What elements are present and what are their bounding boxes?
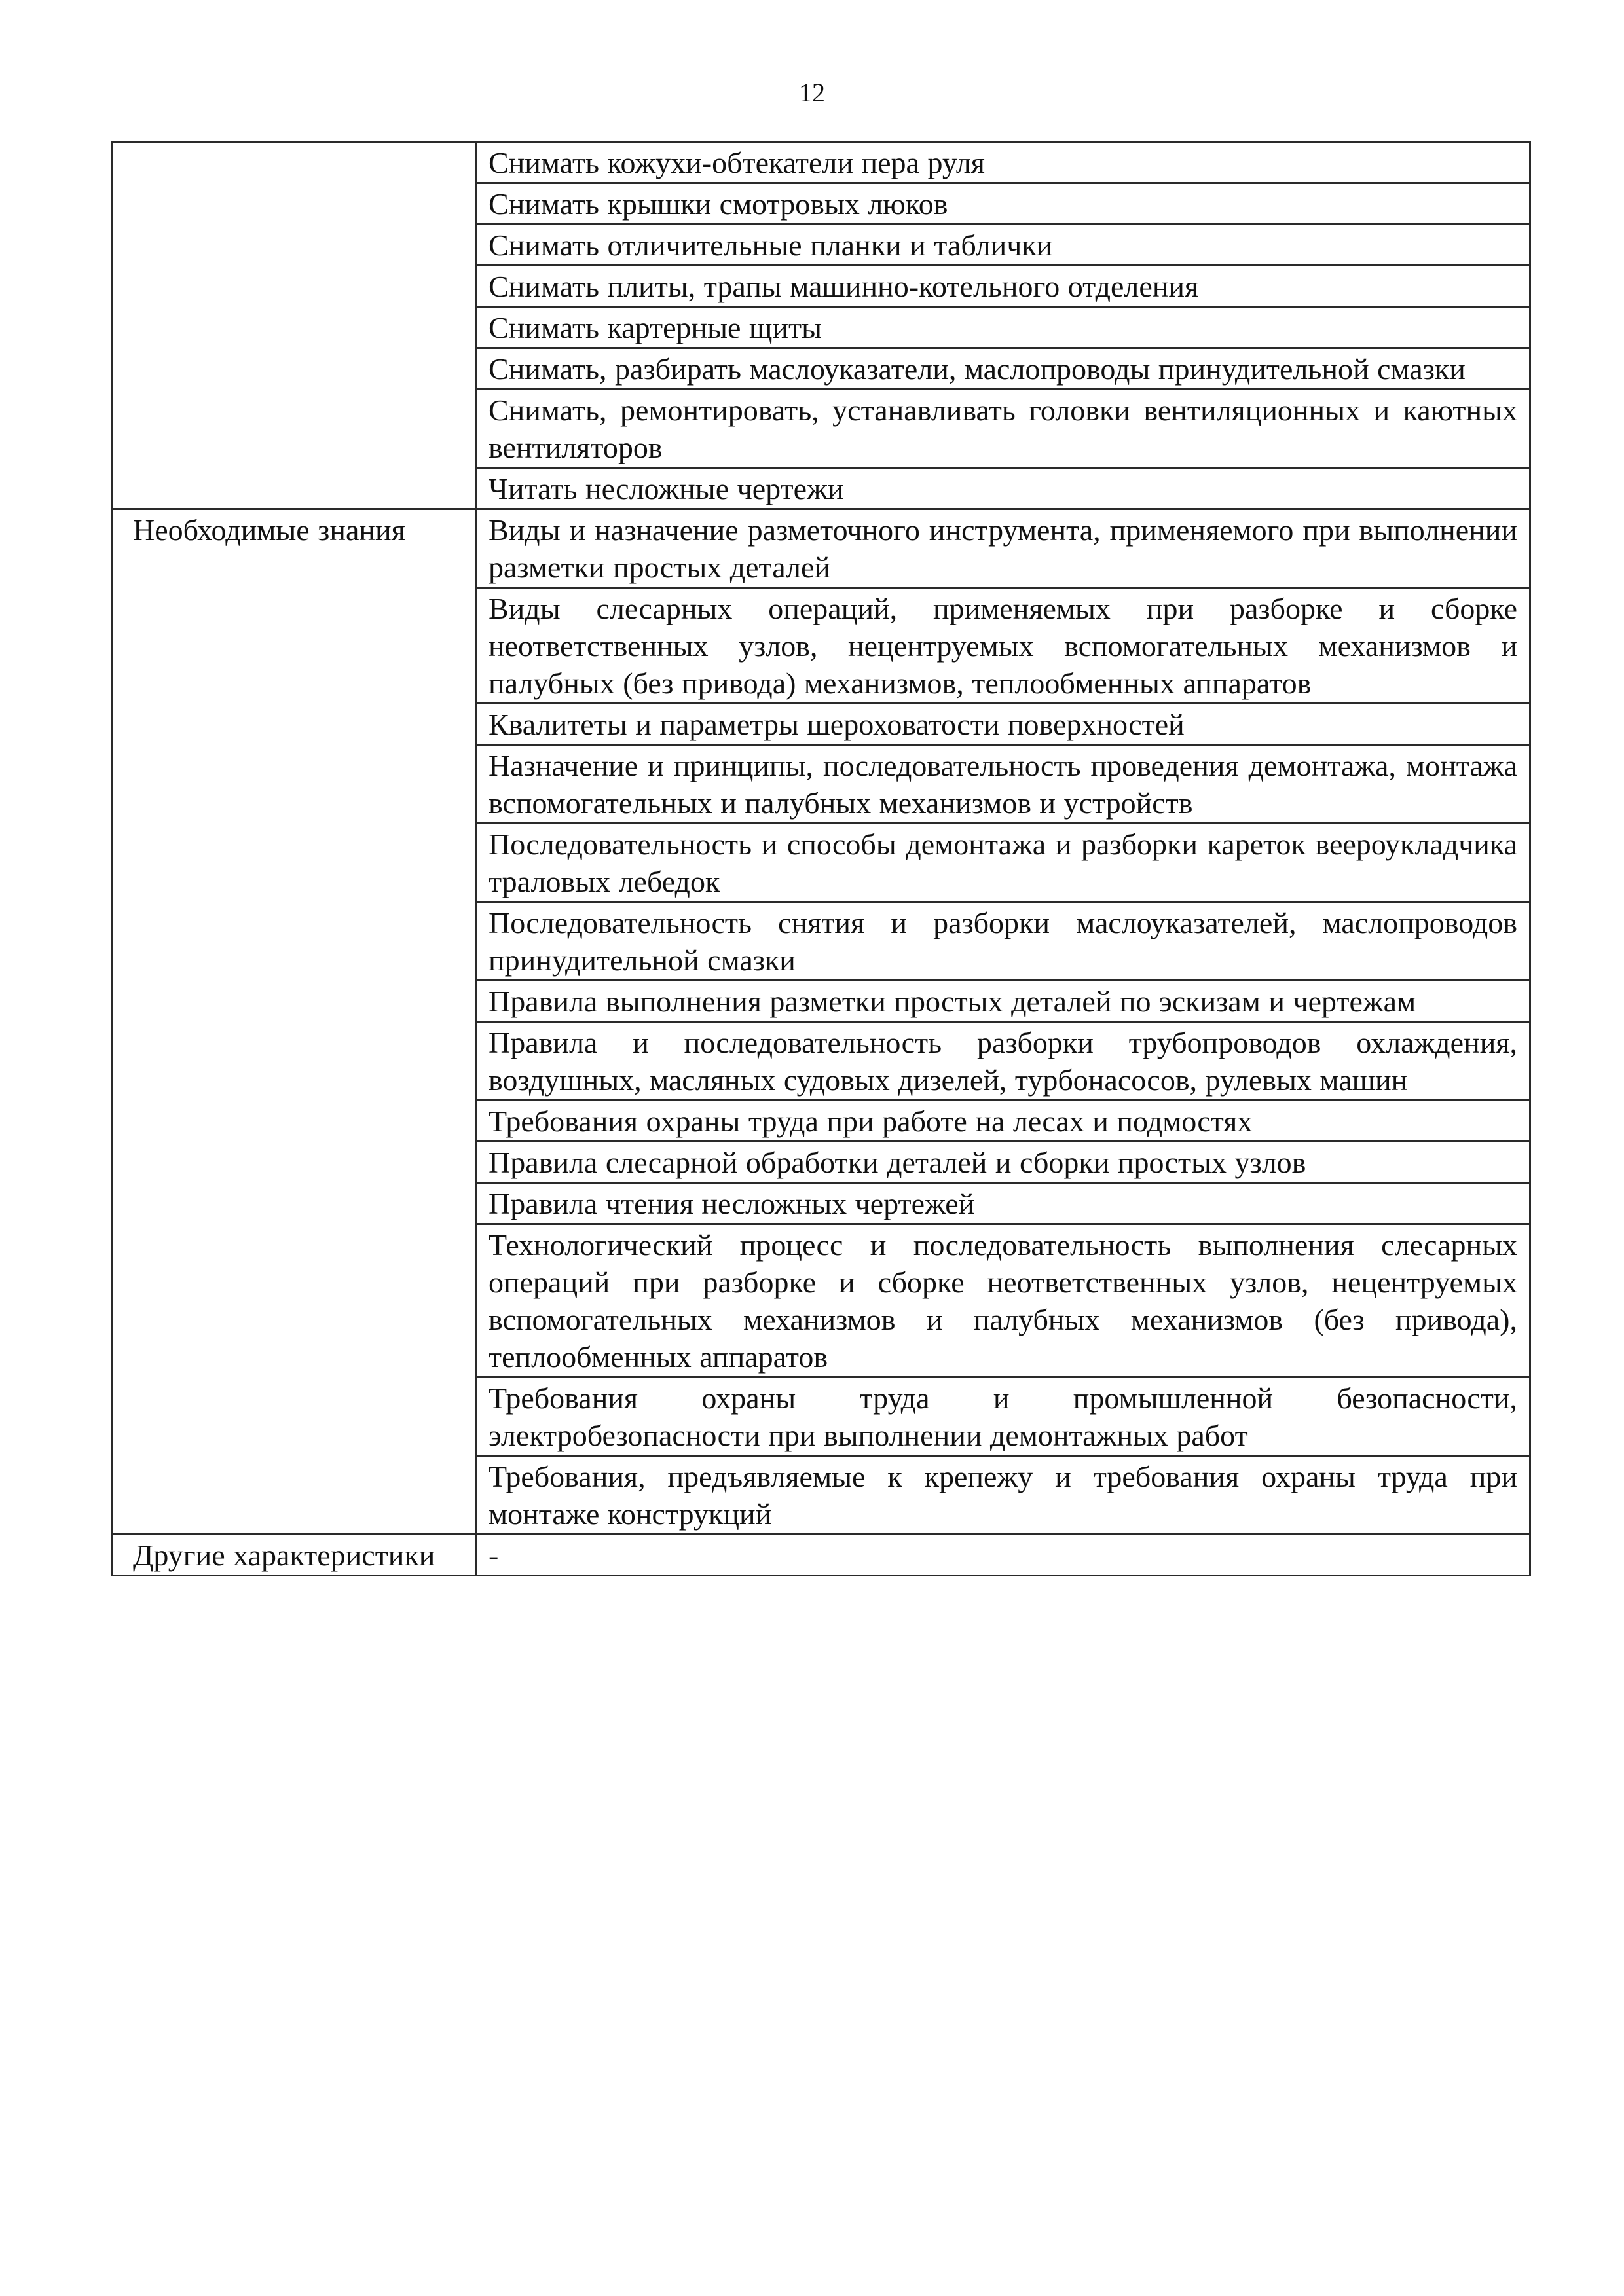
table-cell: Правила выполнения разметки простых деталей по эскизам и чертежам bbox=[476, 981, 1530, 1022]
table-cell: Снимать крышки смотровых люков bbox=[476, 183, 1530, 225]
table-row bbox=[113, 1535, 1530, 1576]
table-cell: Назначение и принципы, последовательность проведения демонтажа, монтажа вспомогательных и палубных механизмов и устройств bbox=[476, 745, 1530, 824]
table-cell: - bbox=[476, 1535, 1530, 1576]
table-cell: Требования охраны труда и промышленной безопасности, электробезопасности при выполнении демонтажных работ bbox=[476, 1377, 1530, 1456]
table-cell: Правила и последовательность разборки трубопроводов охлаждения, воздушных, масляных судовых дизелей, турбонасосов, рулевых машин bbox=[476, 1022, 1530, 1101]
table-cell: Снимать, разбирать маслоуказатели, маслопроводы принудительной смазки bbox=[476, 348, 1530, 390]
label-cell-empty bbox=[113, 142, 476, 509]
table-cell: Требования охраны труда при работе на лесах и подмостях bbox=[476, 1101, 1530, 1142]
table-cell: Виды и назначение разметочного инструмента, применяемого при выполнении разметки простых деталей bbox=[476, 509, 1530, 588]
table-cell: Правила чтения несложных чертежей bbox=[476, 1183, 1530, 1224]
table-cell: Снимать отличительные планки и таблички bbox=[476, 225, 1530, 266]
table-cell: Требования, предъявляемые к крепежу и требования охраны труда при монтаже конструкций bbox=[476, 1456, 1530, 1535]
table-cell: Снимать плиты, трапы машинно-котельного отделения bbox=[476, 266, 1530, 307]
table-cell: Технологический процесс и последовательность выполнения слесарных операций при разборке и сборке неответственных узлов, нецентруемых вспомогательных механизмов и палубных механизмов (без привода), теплообменных аппаратов bbox=[476, 1224, 1530, 1377]
table-cell: Последовательность снятия и разборки маслоуказателей, маслопроводов принудительной смазки bbox=[476, 902, 1530, 981]
table-row bbox=[113, 142, 1530, 183]
table-cell: Правила слесарной обработки деталей и сборки простых узлов bbox=[476, 1142, 1530, 1183]
knowledge-label: Необходимые знания bbox=[113, 509, 476, 1535]
table-cell: Виды слесарных операций, применяемых при разборке и сборке неответственных узлов, нецентруемых вспомогательных механизмов и палубных (без привода) механизмов, теплообменных аппаратов bbox=[476, 588, 1530, 704]
table-cell: Последовательность и способы демонтажа и разборки кареток веероукладчика траловых лебедок bbox=[476, 824, 1530, 902]
other-label: Другие характеристики bbox=[113, 1535, 476, 1576]
table-cell: Квалитеты и параметры шероховатости поверхностей bbox=[476, 704, 1530, 745]
table-cell: Снимать, ремонтировать, устанавливать головки вентиляционных и каютных вентиляторов bbox=[476, 390, 1530, 468]
table-cell: Читать несложные чертежи bbox=[476, 468, 1530, 509]
table-cell: Снимать картерные щиты bbox=[476, 307, 1530, 348]
table-cell: Снимать кожухи-обтекатели пера руля bbox=[476, 142, 1530, 183]
competency-table bbox=[111, 141, 1531, 1576]
page-number: 12 bbox=[799, 78, 825, 107]
table-row bbox=[113, 509, 1530, 588]
